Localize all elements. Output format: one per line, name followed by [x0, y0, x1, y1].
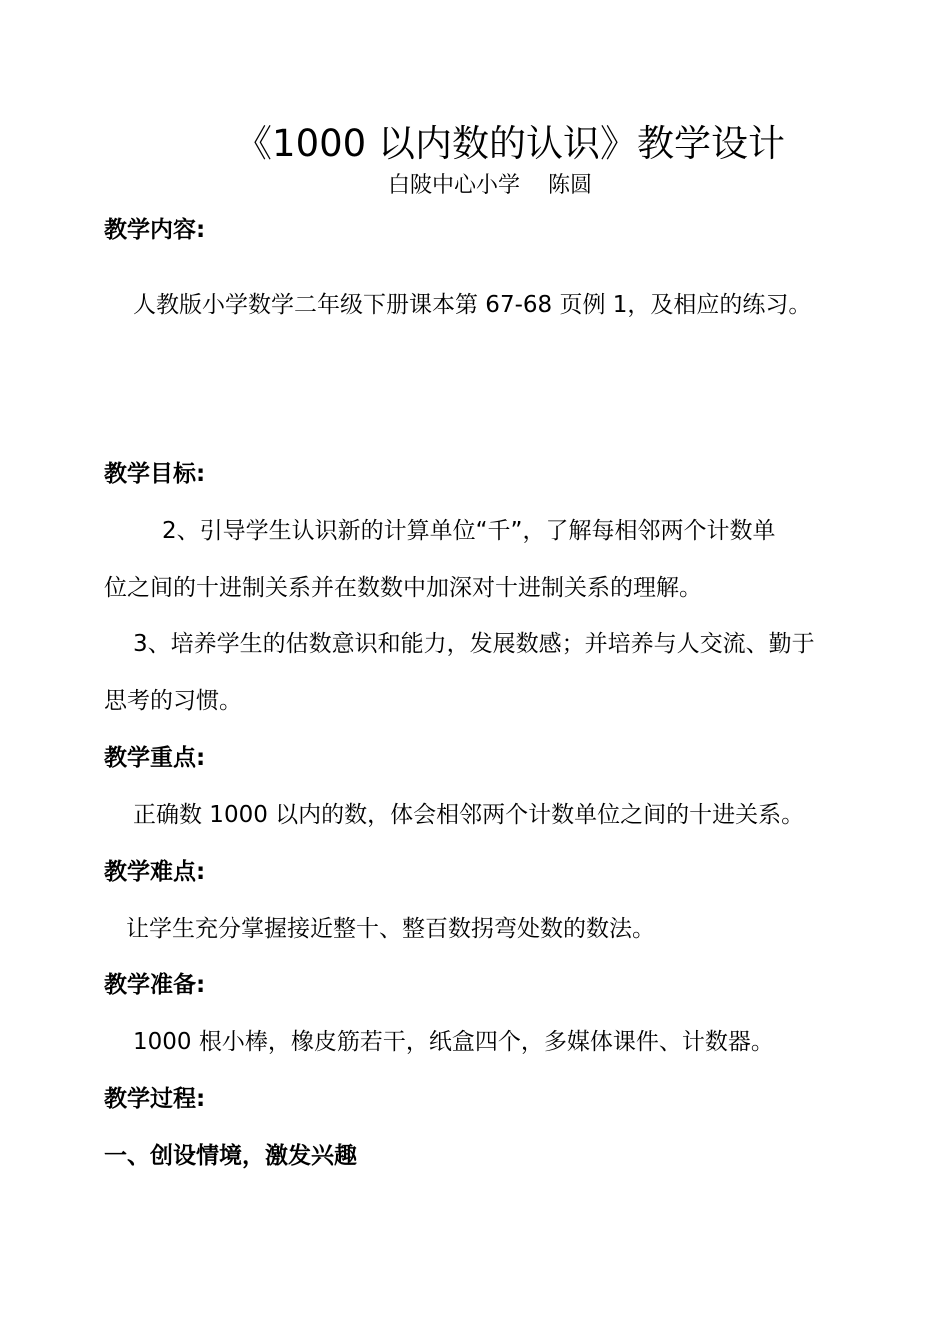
difficulties-text: 让学生充分掌握接近整十、整百数拐弯处数的数法。 [126, 916, 655, 942]
process-step-1: 一、创设情境，激发兴趣 [104, 1143, 357, 1169]
preparation-text: 1000 根小棒，橡皮筋若干，纸盒四个，多媒体课件、计数器。 [133, 1029, 774, 1055]
heading-key-points: 教学重点: [104, 745, 206, 771]
document-title: 《1000 以内数的认识》教学设计 [235, 122, 785, 165]
document-author: 白陂中心小学 陈圆 [388, 173, 592, 198]
heading-preparation: 教学准备: [104, 972, 206, 998]
goal-3-line-1: 3、培养学生的估数意识和能力，发展数感；并培养与人交流、勤于 [133, 631, 815, 657]
heading-teaching-process: 教学过程: [104, 1086, 206, 1112]
heading-teaching-goals: 教学目标: [104, 461, 206, 487]
heading-difficulties: 教学难点: [104, 859, 206, 885]
teaching-content-text: 人教版小学数学二年级下册课本第 67-68 页例 1，及相应的练习。 [133, 292, 812, 318]
key-points-text: 正确数 1000 以内的数，体会相邻两个计数单位之间的十进关系。 [133, 802, 805, 828]
heading-teaching-content: 教学内容: [104, 217, 206, 243]
goal-3-line-2: 思考的习惯。 [104, 688, 242, 714]
goal-2-line-2: 位之间的十进制关系并在数数中加深对十进制关系的理解。 [104, 575, 702, 601]
goal-2-line-1: 2、引导学生认识新的计算单位“千”，了解每相邻两个计数单 [162, 518, 776, 544]
